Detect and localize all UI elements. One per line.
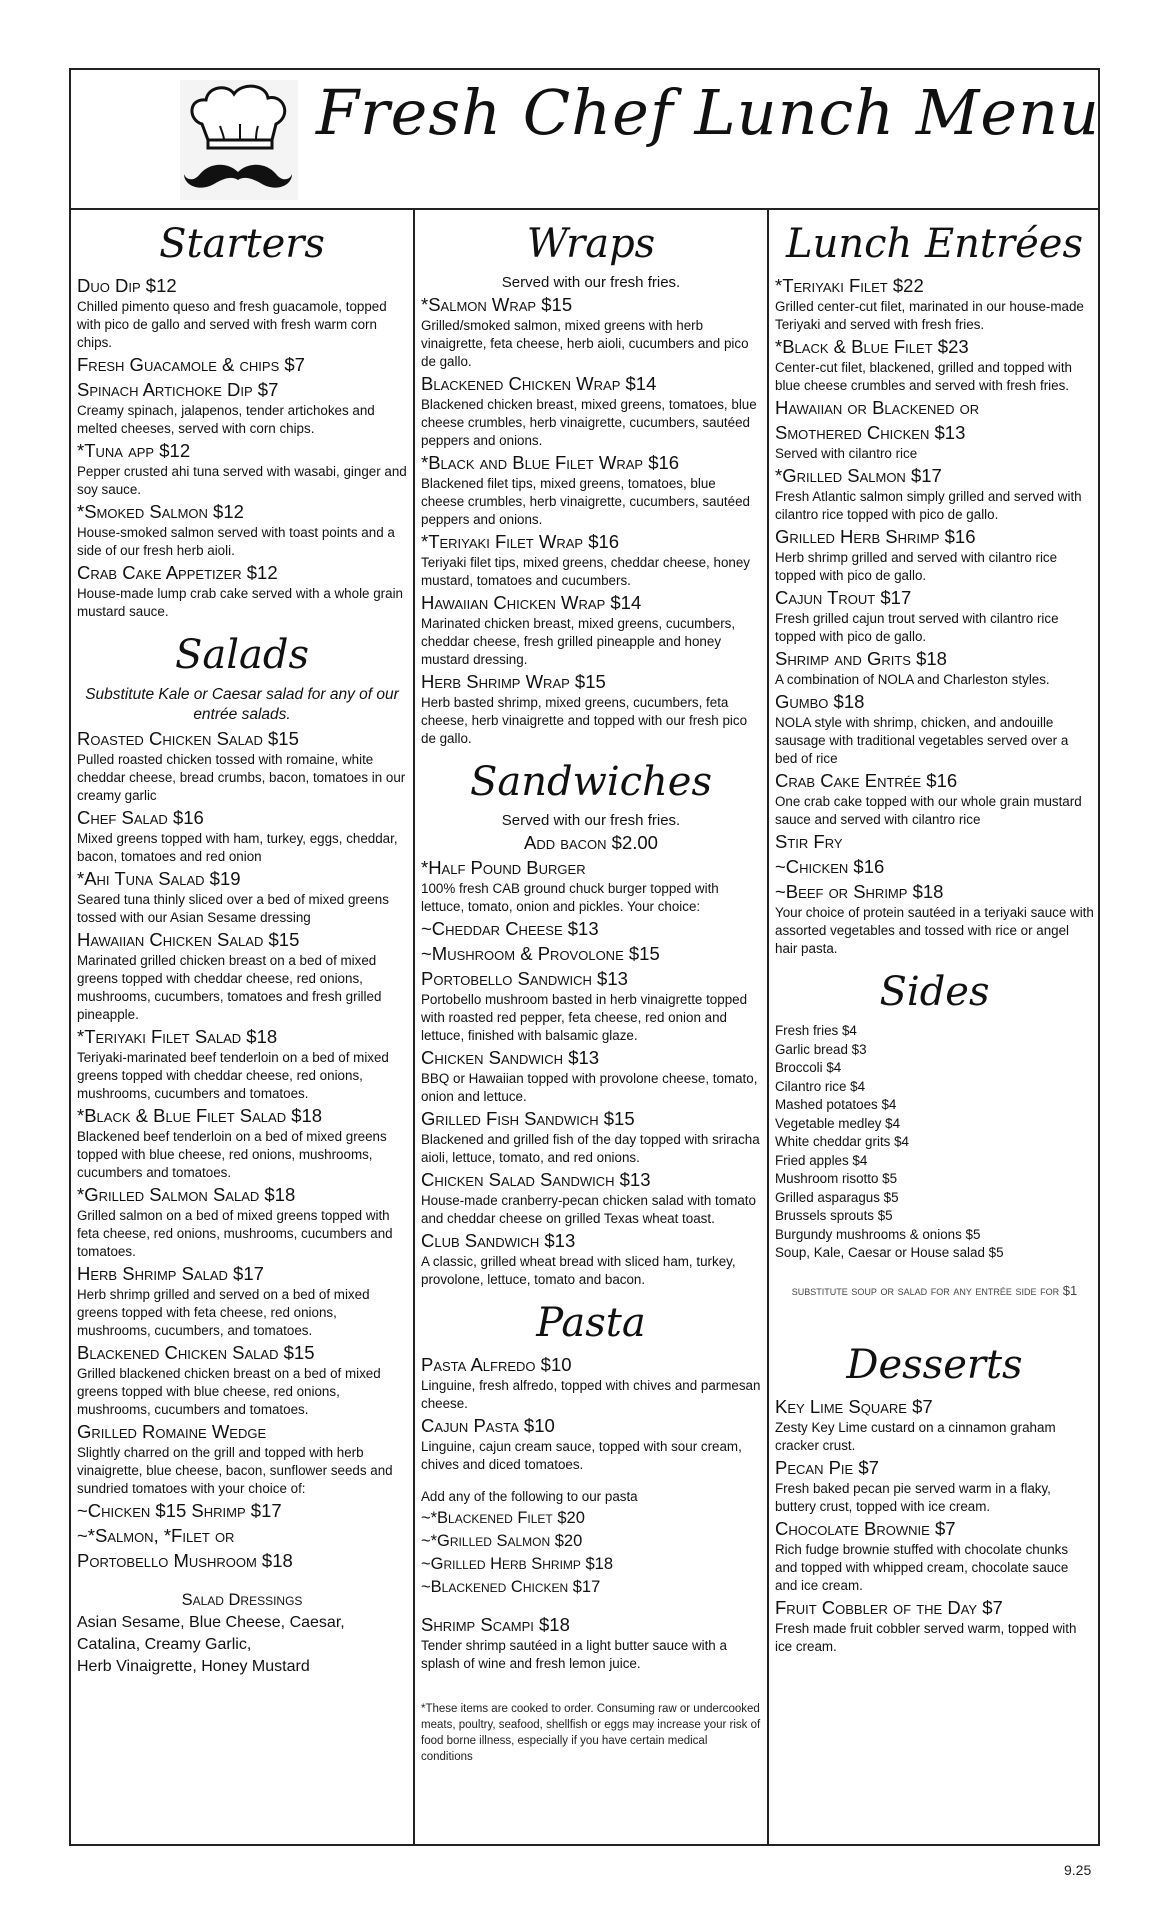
menu-item-desc: Rich fudge brownie stuffed with chocolate chunks and topped with whipped cream, chocolate sauce and ice cream.: [775, 1541, 1069, 1593]
sides-list: [775, 1022, 1094, 1263]
sandwiches-title: Sandwiches: [469, 759, 712, 805]
menu-item-desc: Slightly charred on the grill and topped with herb vinaigrette, blue cheese, bacon, sunflower seeds and sundried tomatoes with your choice of:: [77, 1445, 393, 1496]
menu-item-name: ~Mushroom & Provolone $15: [421, 943, 660, 964]
menu-item-desc: Pepper crusted ahi tuna served with wasabi, ginger and soy sauce.: [77, 464, 407, 497]
side-item: Burgundy mushrooms & onions $5: [775, 1226, 981, 1242]
menu-item-desc: House-made cranberry-pecan chicken salad with tomato and cheddar cheese on grilled Texas wheat toast.: [421, 1193, 756, 1226]
side-item: White cheddar grits $4: [775, 1134, 909, 1149]
menu-item-name: Shrimp Scampi $18: [421, 1614, 570, 1635]
side-item: Fresh fries $4: [775, 1023, 857, 1038]
menu-item-name: *Grilled Salmon $17: [775, 465, 942, 486]
menu-item-name: Stir Fry: [775, 831, 843, 852]
menu-item-desc: Grilled center-cut filet, marinated in our house-made Teriyaki and served with fresh fries.: [775, 299, 1084, 332]
menu-item-name: Chef Salad $16: [77, 807, 204, 828]
menu-item-desc: Seared tuna thinly sliced over a bed of mixed greens tossed with our Asian Sesame dressing: [77, 892, 389, 925]
wraps-note: Served with our fresh fries.: [501, 274, 681, 291]
menu-item-name: Club Sandwich $13: [421, 1230, 576, 1251]
menu-item-desc: Herb shrimp grilled and served with cilantro rice topped with pico de gallo.: [775, 550, 1058, 583]
menu-title: Fresh Chef Lunch Menu: [316, 76, 1100, 149]
menu-item-desc: Grilled blackened chicken breast on a bed of mixed greens topped with blue cheese, red onions, mushrooms, cucumbers and tomatoes.: [77, 1366, 381, 1417]
pasta-list: [421, 1353, 761, 1765]
side-item: Broccoli $4: [775, 1060, 842, 1075]
menu-item-desc: Fresh grilled cajun trout served with cilantro rice topped with pico de gallo.: [775, 611, 1059, 644]
side-item: Brussels sprouts $5: [775, 1208, 893, 1223]
menu-item-desc: Teriyaki-marinated beef tenderloin on a bed of mixed greens topped with cheddar cheese, red onions, mushrooms, cucumbers and tomatoes.: [77, 1050, 389, 1101]
menu-item-desc: NOLA style with shrimp, chicken, and andouille sausage with traditional vegetables served over a bed of rice: [775, 715, 1069, 766]
entrees-title: Lunch Entrées: [786, 221, 1083, 267]
sandwiches-note: Served with our fresh fries.: [501, 812, 681, 829]
starters-title: Starters: [159, 221, 325, 267]
menu-item-name: Grilled Herb Shrimp $16: [775, 526, 976, 547]
menu-item-name: Cajun Trout $17: [775, 587, 912, 608]
menu-item-desc: One crab cake topped with our whole grain mustard sauce and served with cilantro rice: [775, 794, 1082, 827]
pasta-add-on: ~*Blackened Filet $20: [421, 1509, 585, 1527]
starters-list: [77, 274, 407, 621]
menu-item-name: Grilled Fish Sandwich $15: [421, 1108, 635, 1129]
salad-dressing-line: Catalina, Creamy Garlic,: [77, 1636, 252, 1653]
menu-item-name: Hawaiian Chicken Salad $15: [77, 929, 300, 950]
entrees-list: [775, 274, 1094, 958]
menu-item-name: Shrimp and Grits $18: [775, 648, 947, 669]
pasta-add-on: ~Blackened Chicken $17: [421, 1578, 601, 1596]
menu-item-name: ~Cheddar Cheese $13: [421, 918, 599, 939]
menu-item-name: Blackened Chicken Salad $15: [77, 1342, 315, 1363]
menu-item-name: Crab Cake Appetizer $12: [77, 562, 278, 583]
column-left: [71, 210, 415, 1846]
side-item: Cilantro rice $4: [775, 1078, 866, 1094]
salads-note: Substitute Kale or Caesar salad for any of our entrée salads.: [85, 686, 399, 723]
menu-item-name: Chicken Sandwich $13: [421, 1047, 600, 1068]
menu-item-name: Pasta Alfredo $10: [421, 1354, 572, 1375]
menu-item-desc: Grilled/smoked salmon, mixed greens with herb vinaigrette, feta cheese, herb aioli, cucumbers and pico de gallo.: [421, 318, 749, 369]
menu-item-name: Cajun Pasta $10: [421, 1415, 555, 1436]
menu-item-desc: BBQ or Hawaiian topped with provolone cheese, tomato, onion and lettuce.: [421, 1071, 758, 1104]
menu-item-desc: Fresh baked pecan pie served warm in a flaky, buttery crust, topped with ice cream.: [775, 1480, 1051, 1514]
menu-item-name: Grilled Romaine Wedge: [77, 1421, 267, 1442]
menu-item-name: *Black and Blue Filet Wrap $16: [421, 452, 680, 473]
menu-item-name: *Salmon Wrap $15: [421, 294, 573, 315]
menu-item-desc: Blackened and grilled fish of the day topped with sriracha aioli, lettuce, tomato, and red onions.: [421, 1132, 760, 1165]
menu-item-desc: Tender shrimp sautéed in a light butter sauce with a splash of wine and fresh lemon juice.: [421, 1638, 727, 1671]
side-item: Fried apples $4: [775, 1152, 868, 1168]
side-item: Mushroom risotto $5: [775, 1171, 898, 1186]
salads-title: Salads: [174, 632, 310, 678]
pasta-add-on: ~Grilled Herb Shrimp $18: [421, 1555, 614, 1573]
menu-item-desc: Blackened beef tenderloin on a bed of mixed greens topped with blue cheese, red onions, mushrooms, cucumbers and tomatoes.: [77, 1129, 387, 1180]
menu-item-desc: Blackened filet tips, mixed greens, tomatoes, blue cheese crumbles, herb vinaigrette, cucumbers, sautéed peppers and onions.: [421, 476, 750, 527]
menu-item-name: *Smoked Salmon $12: [77, 501, 244, 522]
menu-item-desc: Served with cilantro rice: [775, 446, 918, 461]
menu-item-desc: A combination of NOLA and Charleston styles.: [775, 672, 1050, 687]
add-bacon-note: Add bacon $2.00: [524, 832, 658, 853]
menu-item-name: Smothered Chicken $13: [775, 422, 966, 443]
menu-item-name: *Teriyaki Filet $22: [775, 275, 924, 296]
menu-item-name: Spinach Artichoke Dip $7: [77, 379, 279, 400]
menu-item-desc: Grilled salmon on a bed of mixed greens topped with feta cheese, red onions, mushrooms, cucumbers and tomatoes.: [77, 1208, 393, 1259]
column-middle: [415, 210, 769, 1846]
menu-item-desc: 100% fresh CAB ground chuck burger topped with lettuce, tomato, onion and pickles. Your choice:: [421, 881, 719, 914]
menu-item-name: *Black & Blue Filet $23: [775, 336, 969, 357]
menu-item-desc: Teriyaki filet tips, mixed greens, cheddar cheese, honey mustard, tomatoes and cucumbers.: [421, 555, 750, 588]
wraps-list: [421, 293, 761, 748]
menu-item-name: Pecan Pie $7: [775, 1456, 879, 1478]
menu-item-desc: Herb basted shrimp, mixed greens, cucumbers, feta cheese, herb vinaigrette and topped with our fresh pico de gallo.: [421, 695, 748, 746]
menu-item-name: *Half Pound Burger: [421, 857, 586, 878]
menu-item-name: *Ahi Tuna Salad $19: [77, 868, 241, 889]
desserts-title: Desserts: [846, 1341, 1023, 1388]
menu-item-desc: Chilled pimento queso and fresh guacamole, topped with pico de gallo and served with fresh warm corn chips.: [77, 299, 387, 350]
menu-item-desc: House-smoked salmon served with toast points and a side of our fresh herb aioli.: [77, 525, 395, 558]
menu-item-name: Key Lime Square $7: [775, 1395, 933, 1417]
side-item: Soup, Kale, Caesar or House salad $5: [775, 1245, 1004, 1260]
menu-item-name: Herb Shrimp Salad $17: [77, 1263, 264, 1284]
salad-dressing-line: Asian Sesame, Blue Cheese, Caesar,: [77, 1614, 345, 1631]
side-item: Grilled asparagus $5: [775, 1189, 899, 1205]
salads-list: [77, 727, 407, 1573]
wedge-option: ~Chicken $15 Shrimp $17: [77, 1500, 282, 1521]
menu-item-name: *Grilled Salmon Salad $18: [77, 1184, 296, 1205]
chef-hat-mustache-icon: [180, 80, 298, 200]
menu-item-name: Gumbo $18: [775, 691, 865, 712]
menu-item-name: Blackened Chicken Wrap $14: [421, 373, 657, 394]
side-item: Vegetable medley $4: [775, 1115, 901, 1131]
menu-item-desc: Pulled roasted chicken tossed with romaine, white cheddar cheese, bread crumbs, bacon, tomatoes in our creamy garlic: [77, 752, 406, 803]
menu-header: [71, 70, 1098, 210]
side-item: Mashed potatoes $4: [775, 1097, 897, 1112]
menu-item-name: Portobello Sandwich $13: [421, 968, 628, 989]
menu-item-desc: Creamy spinach, jalapenos, tender artichokes and melted cheeses, served with corn chips.: [77, 403, 375, 436]
menu-item-desc: A classic, grilled wheat bread with sliced ham, turkey, provolone, lettuce, tomato and bacon.: [421, 1254, 736, 1287]
salad-dressing-line: Herb Vinaigrette, Honey Mustard: [77, 1658, 310, 1675]
salad-dressings-title: Salad Dressings: [181, 1591, 303, 1609]
page-number: 9.25: [1064, 1862, 1092, 1878]
menu-item-name: *Teriyaki Filet Wrap $16: [421, 531, 620, 552]
menu-item-desc: Center-cut filet, blackened, grilled and topped with blue cheese crumbles and served with fresh fries.: [775, 360, 1073, 393]
pasta-add-note: Add any of the following to our pasta: [421, 1489, 638, 1504]
menu-item-desc: House-made lump crab cake served with a whole grain mustard sauce.: [77, 586, 403, 619]
menu-item-desc: Mixed greens topped with ham, turkey, eggs, cheddar, bacon, tomatoes and red onion: [77, 831, 398, 864]
menu-item-name: ~Chicken $16: [775, 856, 885, 877]
menu-item-name: *Tuna app $12: [77, 440, 191, 461]
menu-item-desc: Fresh made fruit cobbler served warm, topped with ice cream.: [775, 1620, 1077, 1654]
menu-item-name: Crab Cake Entrée $16: [775, 770, 958, 791]
side-substitute-note: substitute soup or salad for any entrée side for $1: [791, 1282, 1078, 1298]
sides-title: Sides: [879, 969, 990, 1015]
menu-item-desc: Linguine, fresh alfredo, topped with chives and parmesan cheese.: [421, 1378, 761, 1411]
raw-food-disclaimer: *These items are cooked to order. Consuming raw or undercooked meats, poultry, seafood, shellfish or eggs may increase your risk of food borne illness, especially if you have certain medical conditions: [421, 1703, 761, 1763]
menu-item-desc: Zesty Key Lime custard on a cinnamon graham cracker crust.: [775, 1419, 1056, 1453]
pasta-add-on: ~*Grilled Salmon $20: [421, 1532, 583, 1550]
menu-item-name: *Black & Blue Filet Salad $18: [77, 1105, 323, 1126]
wedge-option: Portobello Mushroom $18: [77, 1550, 293, 1571]
menu-item-name: Fruit Cobbler of the Day $7: [775, 1596, 1003, 1618]
wedge-option: ~*Salmon, *Filet or: [77, 1525, 235, 1546]
menu-item-desc: Your choice of protein sautéed in a teriyaki sauce with assorted vegetables and tossed with rice or angel hair pasta.: [775, 905, 1094, 956]
menu-item-name: *Teriyaki Filet Salad $18: [77, 1026, 278, 1047]
pasta-title: Pasta: [536, 1300, 646, 1346]
menu-item-desc: Marinated grilled chicken breast on a bed of mixed greens topped with cheddar cheese, red onions, mushrooms, cucumbers, tomatoes and fresh grilled pineapple.: [77, 953, 382, 1022]
menu-item-name: Chicken Salad Sandwich $13: [421, 1169, 651, 1190]
menu-item-name: Roasted Chicken Salad $15: [77, 728, 299, 749]
sandwiches-list: [421, 856, 761, 1289]
menu-item-name: Herb Shrimp Wrap $15: [421, 671, 606, 692]
menu-item-desc: Portobello mushroom basted in herb vinaigrette topped with roasted red pepper, feta cheese, red onion and lettuce, finished with balsamic glaze.: [421, 992, 748, 1043]
side-item: Garlic bread $3: [775, 1041, 867, 1057]
menu-frame: [69, 68, 1100, 1846]
menu-item-desc: Marinated chicken breast, mixed greens, cucumbers, cheddar cheese, fresh grilled pineapple and honey mustard dressing.: [421, 616, 736, 667]
desserts-list: [775, 1395, 1094, 1656]
wraps-title: Wraps: [526, 221, 656, 267]
menu-item-desc: Blackened chicken breast, mixed greens, tomatoes, blue cheese crumbles, herb vinaigrette, cucumbers, sautéed peppers and onions.: [421, 397, 757, 448]
menu-item-name: Hawaiian or Blackened or: [775, 397, 980, 418]
column-right: [769, 210, 1100, 1846]
menu-item-desc: Herb shrimp grilled and served on a bed of mixed greens topped with feta cheese, red onions, mushrooms, cucumbers, and tomatoes.: [77, 1287, 370, 1338]
menu-item-name: ~Beef or Shrimp $18: [775, 881, 944, 902]
menu-item-desc: Linguine, cajun cream sauce, topped with sour cream, chives and diced tomatoes.: [421, 1439, 742, 1472]
menu-item-name: Fresh Guacamole & chips $7: [77, 354, 305, 375]
menu-item-name: Chocolate Brownie $7: [775, 1517, 956, 1539]
menu-item-name: Duo Dip $12: [77, 275, 177, 296]
menu-item-desc: Fresh Atlantic salmon simply grilled and served with cilantro rice topped with pico de gallo.: [775, 489, 1082, 522]
menu-item-name: Hawaiian Chicken Wrap $14: [421, 592, 642, 613]
